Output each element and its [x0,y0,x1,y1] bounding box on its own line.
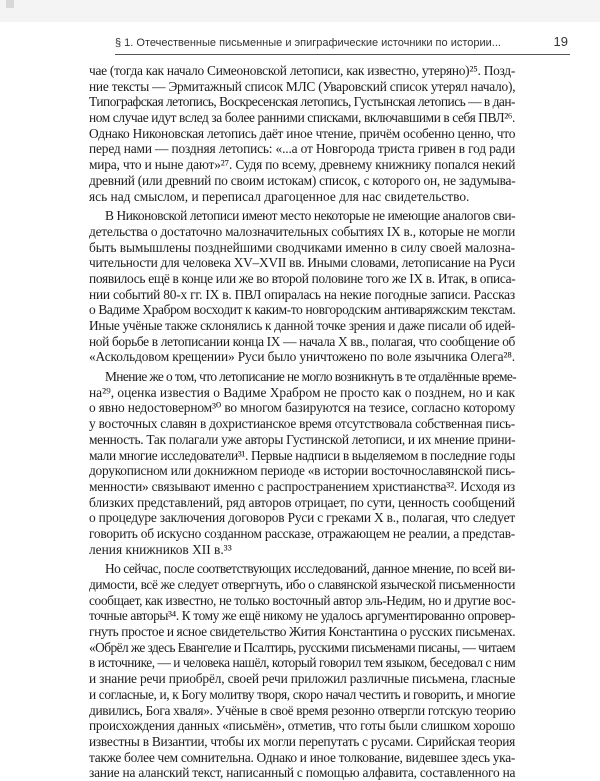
text-line: мира, что и ныне дают»²⁷. Судя по всему, древнему книжнику попался некий [89,157,516,173]
paragraph [89,561,515,781]
text-line: у восточных славян в дохристианское время отсутствовала собственная пись- [89,416,515,432]
text-line: Но сейчас, после соответствующих исследований, данное мнение, по всей ви- [105,561,515,577]
text-line: мали многие исследователи³¹. Первые надписи в выделяемом в последние годы [89,447,515,463]
text-line: нии событий 80-х гг. IX в. ПВЛ опиралась на некие погодные записи. Рассказ [89,286,515,302]
text-line: точные авторы³⁴. К тому же ещё никому не удалось аргументированно опровер- [89,608,515,624]
scan-corner-mark [6,0,14,8]
text-line: гнуть простое и ясное свидетельство Жития Константина о русских письменах. [89,624,516,640]
text-line: ние тексты — Эрмитажный список МЛС (Уваровский список утерял начало), [89,78,516,94]
text-line: ном случае идут вслед за более ранними списками, включавшими в себя ПВЛ²⁶. [89,110,515,126]
paragraph [89,208,515,365]
text-line: и знание речи приобрёл, своей речи приложил различные письмена, гласные [89,671,516,687]
text-line: Типографская летопись, Воскресенская летопись, Густынская летопись — в дан- [89,94,515,110]
text-line: происхождения данных «письмён», отметив, что готы были слишком хорошо [89,718,515,734]
scan-top-margin [0,0,600,22]
text-line: на²⁹, оценка известия о Вадиме Храбром не просто как о позднем, но и как [89,384,515,400]
text-line: сообщает, как известно, не только восточный автор эль-Недим, но и другие вос- [89,592,516,608]
text-line: чае (тогда как начало Симеоновской летописи, как известно, утеряно)²⁵. Позд- [89,63,515,78]
text-line: димости, всё же следует отвергнуть, ибо о славянской языческой письменности [89,577,515,592]
text-line: ясь над смыслом, и переписал драгоценное для нас свидетельство. [89,188,470,204]
text-line: говорить об искусно созданном рассказе, отражающем не реалии, а представ- [89,525,515,541]
page-number: 19 [553,34,568,49]
text-line: о Вадиме Храбром восходит к каким-то новгородским антиваряжским текстам. [89,302,516,318]
text-line: в источнике, — и человека нашёл, который говорил тем языком, беседовал с ним [89,655,516,671]
text-line: В Никоновской летописи имеют место некоторые не имеющие аналогов сви- [105,208,516,224]
paragraph [89,63,515,204]
text-line: зание на аланский текст, написанный с помощью алфавита, составленного на [89,765,516,781]
text-line: древний (или древний по своим истокам) список, с которого он, не задумыва- [89,172,516,188]
text-line: Однако Никоновская летопись даёт иное чтение, причём особенно ценно, что [89,125,516,141]
text-line: ления книжников XII в.³³ [89,541,232,557]
text-line: о явно недостоверном³⁰ во многом базируются на тезисе, согласно которому [89,400,516,416]
text-line: Иные учёные также склонялись к данной точке зрения и даже писали об идей- [89,318,516,333]
running-header-title: § 1. Отечественные письменные и эпиграфические источники по истории... [115,37,501,49]
text-line: близких представлений, ряд авторов отрицает, по сути, ценность сообщений [89,494,515,510]
text-line: перед нами — поздняя летопись: «...а от Новгорода триста гривен в год ради [89,141,516,157]
text-line: менности» связывают именно с распространением христианства³². Исходя из [89,478,515,494]
text-line: о процедуре заключения договоров Руси с греками X в., полагая, что следует [89,510,516,526]
text-line: «Аскольдовом крещении» Руси было уничтожено по воле язычника Олега²⁸. [89,349,516,365]
text-line: ной борьбе в летописании конца IX — начала X вв., полагая, что сообщение об [89,333,515,349]
text-line: Мнение же о том, что летописание не могло возникнуть в те отдалённые време- [105,369,517,385]
text-line: «Обрёл же здесь Евангелие и Псалтирь, русскими письменами писаны, — читаем [89,639,516,655]
text-line: и согласные, и, к Богу молитву творя, скоро начал честить и говорить, и многие [89,686,516,702]
text-line: известны в Византии, чтобы их могли перепутать с русами. Сирийская теория [89,733,515,749]
body-text [89,63,515,781]
text-line: дивились, Бога хваля». Учёные в своё время резонно отвергли готскую теорию [89,702,516,718]
text-line: дорукописном или докнижном периоде «в истории восточнославянской пись- [89,463,515,479]
text-line: быть вымышлены позднейшими сводчиками именно в силу своей малозна- [89,239,515,255]
paragraph [89,369,515,557]
running-header [115,34,570,52]
text-line: также более чем сомнительна. Однако и иное толкование, видевшее здесь ука- [89,749,515,765]
text-line: менность. Так полагали уже авторы Густинской летописи, и их мнение прини- [89,431,516,447]
text-line: чительности для человека XV–XVII вв. Иными словами, летописание на Руси [89,255,516,271]
text-line: детельства о достаточно малозначительных событиях IX в., которые не могли [89,223,515,239]
text-line: появилось ещё в конце или же во второй половине того же IX в. Итак, в описа- [89,270,516,286]
header-rule [115,54,570,55]
